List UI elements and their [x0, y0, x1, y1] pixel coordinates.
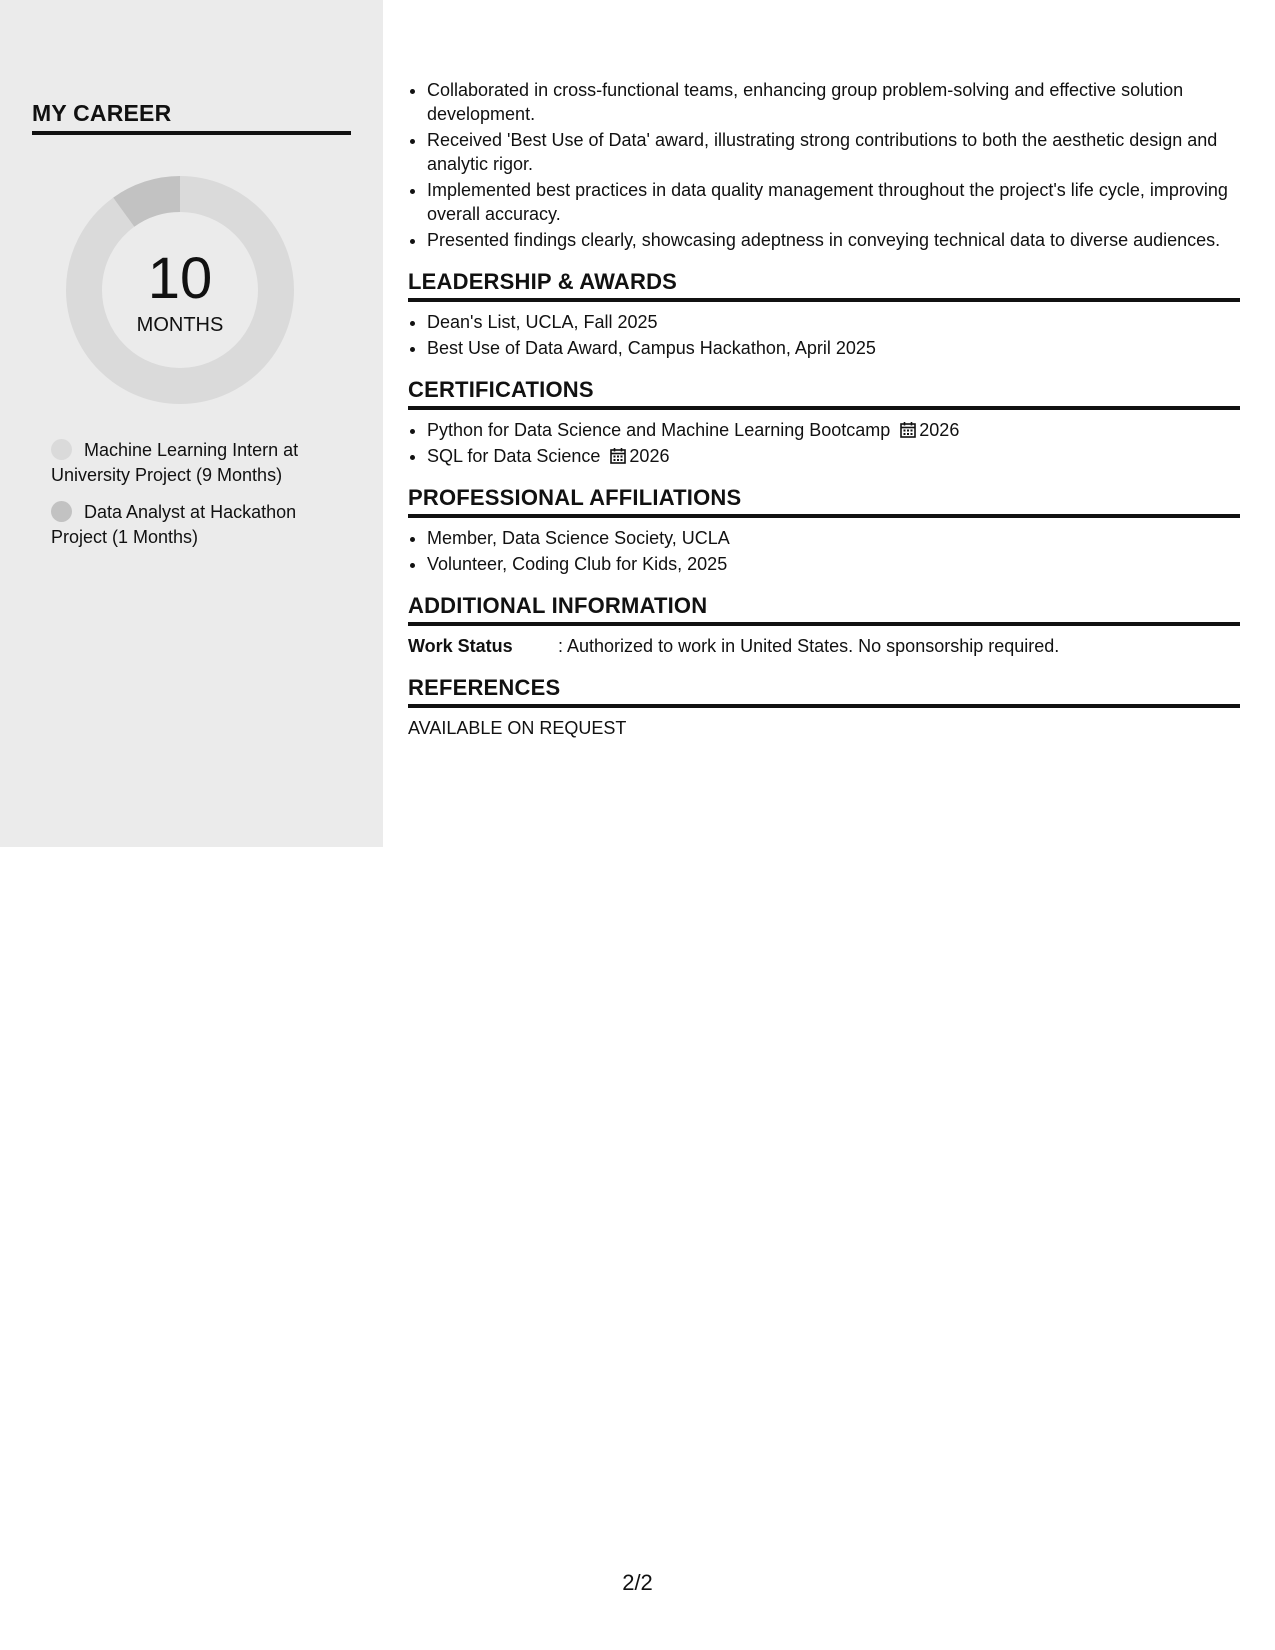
- list-item: • Volunteer, Coding Club for Kids, 2025: [427, 552, 1240, 576]
- donut-unit: MONTHS: [136, 313, 224, 336]
- legend-dot-icon: [51, 501, 72, 522]
- list-item: • Implemented best practices in data quality management throughout the project's life cycle, improving overall accuracy.: [427, 178, 1240, 226]
- work-status-label: Work Status: [408, 636, 513, 656]
- career-title: MY CAREER: [32, 100, 351, 135]
- list-item: • Received 'Best Use of Data' award, illustrating strong contributions to both the aesthetic design and analytic rigor.: [427, 128, 1240, 176]
- work-status-row: [408, 634, 1240, 658]
- work-status-value: : Authorized to work in United States. No sponsorship required.: [558, 636, 1060, 656]
- list-item: • Dean's List, UCLA, Fall 2025: [427, 310, 1240, 334]
- list-item: [427, 418, 1240, 442]
- legend-label: Data Analyst at Hackathon Project (1 Months): [51, 502, 297, 547]
- legend-item: [51, 438, 341, 488]
- list-item: • Presented findings clearly, showcasing adeptness in conveying technical data to diverse audiences.: [427, 228, 1240, 252]
- certifications-list: [408, 418, 1240, 468]
- list-item: • Member, Data Science Society, UCLA: [427, 526, 1240, 550]
- legend-item: [51, 500, 341, 550]
- calendar-icon: [610, 447, 626, 464]
- experience-bullets: [408, 78, 1240, 252]
- leadership-list: [408, 310, 1240, 360]
- sidebar: [0, 0, 383, 847]
- list-item: • Collaborated in cross-functional teams, enhancing group problem-solving and effective solution development.: [427, 78, 1240, 126]
- references-title: REFERENCES: [408, 674, 1240, 708]
- certifications-title: CERTIFICATIONS: [408, 376, 1240, 410]
- certification-name: Python for Data Science and Machine Learning Bootcamp: [427, 420, 891, 440]
- legend-label: Machine Learning Intern at University Project (9 Months): [51, 440, 299, 485]
- page-number: 2/2: [622, 1570, 653, 1595]
- certification-year: 2026: [919, 420, 960, 440]
- certification-year: 2026: [629, 446, 670, 466]
- main-content: [408, 78, 1240, 740]
- donut-total-value: 10: [147, 245, 213, 311]
- list-item: [427, 444, 1240, 468]
- references-text: AVAILABLE ON REQUEST: [408, 718, 627, 738]
- certification-name: SQL for Data Science: [427, 446, 601, 466]
- calendar-icon: [900, 421, 916, 438]
- career-legend: [51, 438, 341, 562]
- affiliations-title: PROFESSIONAL AFFILIATIONS: [408, 484, 1240, 518]
- legend-dot-icon: [51, 439, 72, 460]
- list-item: • Best Use of Data Award, Campus Hackathon, April 2025: [427, 336, 1240, 360]
- additional-info-title: ADDITIONAL INFORMATION: [408, 592, 1240, 626]
- affiliations-list: [408, 526, 1240, 576]
- leadership-title: LEADERSHIP & AWARDS: [408, 268, 1240, 302]
- donut-center: [66, 176, 294, 404]
